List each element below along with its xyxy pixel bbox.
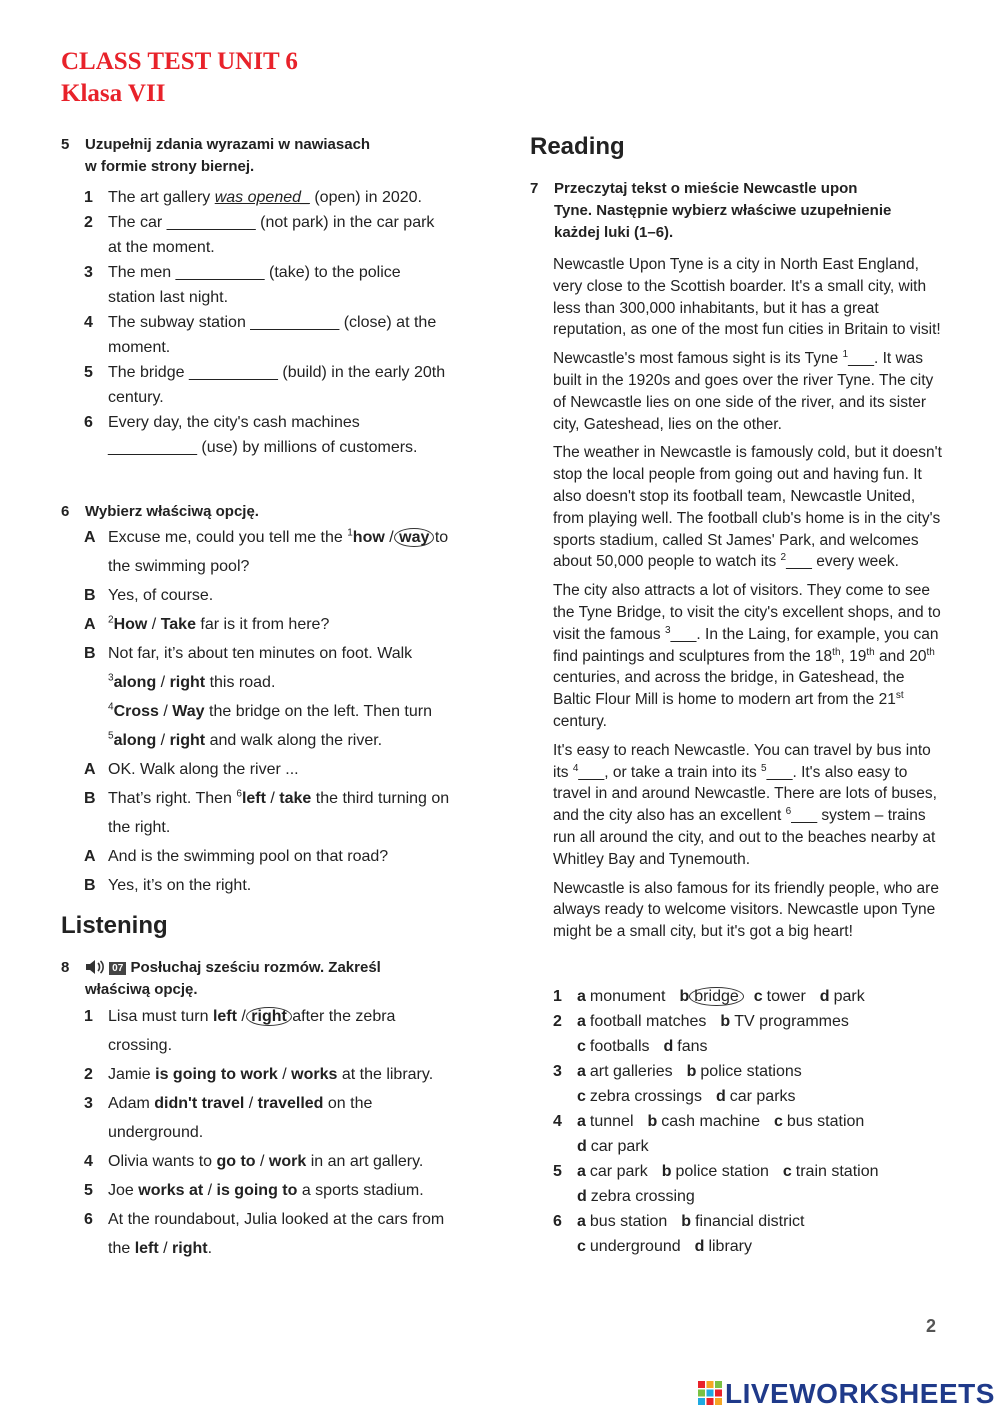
option-text: art galleries: [589, 1063, 673, 1080]
option-letter: a: [577, 1163, 586, 1180]
option-left[interactable]: left: [241, 790, 266, 807]
option-letter: b: [686, 1063, 697, 1080]
option-text: TV programmes: [734, 1013, 849, 1030]
option-text: underground: [589, 1238, 681, 1255]
dialogue-line: $^4$Cross / Way the bridge on the left. Then turn: [108, 701, 432, 720]
task5-item-5: 5 The bridge __________ (build) in the early 20th century.: [84, 360, 504, 410]
task5-item-4: 4 The subway station __________ (close) at the moment.: [84, 310, 504, 360]
option-a[interactable]: go to: [216, 1153, 256, 1170]
answer-option-d[interactable]: [577, 1188, 695, 1205]
question-number: 4: [553, 1113, 562, 1130]
option-b[interactable]: is going to: [216, 1182, 298, 1199]
reading-question-4-row: [553, 1109, 973, 1134]
dialogue: [84, 523, 504, 900]
task5-item-2-line1[interactable]: The car __________ (not park) in the car park: [108, 214, 435, 231]
option-a[interactable]: is going to work: [155, 1066, 278, 1083]
task7-title-line2: Tyne. Następnie wybierz właściwe uzupełnienie: [554, 202, 892, 219]
page-number: 2: [926, 1316, 937, 1336]
option-letter: d: [819, 988, 830, 1005]
option-letter: a: [577, 1213, 586, 1230]
option-b[interactable]: work: [268, 1153, 307, 1170]
listening-items: [84, 1002, 504, 1263]
task8-number: 8: [61, 959, 70, 976]
option-right[interactable]: right: [169, 732, 206, 749]
answer-option-b[interactable]: [662, 1163, 769, 1180]
option-letter: c: [753, 988, 763, 1005]
listening-item-5: 5 Joe works at / is going to a sports stadium.: [84, 1182, 424, 1199]
option-along[interactable]: along: [113, 732, 157, 749]
task5-item-6-line2[interactable]: __________ (use) by millions of customers.: [108, 439, 418, 456]
dialogue-line: B Not far, it’s about ten minutes on foot. Walk: [84, 645, 413, 662]
option-text: library: [708, 1238, 752, 1255]
answer-option-a[interactable]: [577, 1113, 634, 1130]
answer-option-b[interactable]: [648, 1113, 761, 1130]
task8-title-line1: Posłuchaj sześciu rozmów. Zakreśl: [130, 959, 381, 976]
answer-option-c[interactable]: [754, 988, 806, 1005]
dialogue-line: the swimming pool?: [108, 558, 250, 575]
listening-item-6: 6 At the roundabout, Julia looked at the cars from: [84, 1211, 445, 1228]
answer-option-b[interactable]: [687, 1063, 802, 1080]
option-left[interactable]: left: [212, 1008, 237, 1025]
paragraph: Newcastle's most famous sight is its Tyne $^1$___. It was built in the 1920s and goes over the river Tyne. The city of Newcastle lies on one side of the river, and its sister city, Gateshead, lies on the other.: [553, 349, 934, 433]
option-text: police stations: [700, 1063, 802, 1080]
task5-item-3: 3 The men __________ (take) to the police station last night.: [84, 260, 504, 310]
task6-title: Wybierz właściwą opcję.: [85, 503, 259, 520]
task5-header: [61, 134, 481, 178]
option-text: car parks: [729, 1088, 796, 1105]
option-b[interactable]: travelled: [257, 1095, 324, 1112]
option-text: tunnel: [589, 1113, 634, 1130]
reading-question-6-row: [553, 1209, 973, 1234]
option-letter: a: [577, 1113, 586, 1130]
answer-option-a[interactable]: [577, 988, 666, 1005]
listening-item-4: 4 Olivia wants to go to / work in an art gallery.: [84, 1153, 424, 1170]
option-text: bridge: [689, 987, 743, 1006]
option-take[interactable]: Take: [160, 616, 196, 633]
paragraph: Newcastle is also famous for its friendly people, who are always ready to welcome visitors. Newcastle upon Tyne might be a small city, but it's got a big heart!: [553, 879, 939, 941]
track-number: 07: [109, 962, 126, 975]
option-text: fans: [677, 1038, 708, 1055]
option-text: tower: [766, 988, 806, 1005]
liveworksheets-logo-text: LIVEWORKSHEETS: [725, 1378, 995, 1409]
option-take[interactable]: take: [279, 790, 312, 807]
option-letter: c: [782, 1163, 792, 1180]
option-text: train station: [795, 1163, 879, 1180]
answer-option-d[interactable]: [577, 1138, 649, 1155]
option-cross[interactable]: Cross: [113, 703, 159, 720]
option-right[interactable]: right: [169, 674, 206, 691]
option-a[interactable]: didn't travel: [154, 1095, 245, 1112]
listening-item-2: 2 Jamie is going to work / works at the library.: [84, 1066, 434, 1083]
answer-option-a[interactable]: [577, 1213, 667, 1230]
reading-question-1-row: [553, 984, 973, 1009]
task7-number: 7: [530, 180, 539, 197]
paragraph: The weather in Newcastle is famously cold, but it doesn't stop the local people from going out and having fun. It also doesn't stop its football team, Newcastle United, from playing well. The football club's home is in the city's sports stadium, called St James' Park, and welcomes about 50,000 people to watch its $^2$___ every week.: [553, 444, 942, 571]
option-text: park: [833, 988, 865, 1005]
question-number: 2: [553, 1013, 562, 1030]
listening-item-3: 3 Adam didn't travel / travelled on the: [84, 1095, 373, 1112]
answer-option-a[interactable]: [577, 1163, 648, 1180]
answer-option-d[interactable]: [695, 1238, 752, 1255]
task5-item-3-line1[interactable]: The men __________ (take) to the police: [108, 264, 401, 281]
dialogue-line: A And is the swimming pool on that road?: [84, 848, 389, 865]
option-right-circled[interactable]: right: [246, 1007, 292, 1026]
reading-question-5-row: [553, 1159, 973, 1184]
answer-option-c[interactable]: [783, 1163, 879, 1180]
option-letter: a: [577, 1063, 586, 1080]
task6-header: [61, 501, 481, 523]
option-letter: b: [647, 1113, 658, 1130]
answer-option-c[interactable]: [577, 1038, 650, 1055]
option-text: monument: [589, 988, 666, 1005]
task5-item-5-line2: century.: [108, 389, 164, 406]
option-text: zebra crossings: [589, 1088, 702, 1105]
liveworksheets-logo[interactable]: [697, 1378, 995, 1410]
answer-option-b[interactable]: [720, 1013, 848, 1030]
task8-title-line2: właściwą opcję.: [85, 981, 198, 998]
reading-heading: Reading: [530, 133, 625, 160]
listening-item-6-line2: the left / right.: [108, 1240, 213, 1257]
option-letter: d: [577, 1138, 587, 1155]
dialogue-line: $^5$along / right and walk along the river.: [108, 730, 383, 749]
question-number: 1: [553, 988, 562, 1005]
option-text: car park: [589, 1163, 648, 1180]
answer-filled[interactable]: was opened_: [214, 189, 310, 206]
task7-title-line3: każdej luki (1–6).: [554, 224, 674, 241]
option-text: police station: [675, 1163, 769, 1180]
option-text: bus station: [786, 1113, 865, 1130]
worksheet-title: CLASS TEST UNIT 6: [61, 48, 298, 75]
task8-header: [61, 957, 481, 1001]
dialogue-line: A $^2$How / Take far is it from here?: [84, 614, 330, 633]
answer-option-a[interactable]: [577, 1063, 673, 1080]
answer-option-c[interactable]: [577, 1238, 681, 1255]
reading-options: [553, 984, 973, 1259]
option-b[interactable]: right: [172, 1240, 208, 1257]
listening-item-1: 1 Lisa must turn left / right after the zebra: [84, 1008, 396, 1025]
option-text: zebra crossing: [590, 1188, 695, 1205]
option-way[interactable]: Way: [172, 703, 205, 720]
option-how[interactable]: How: [113, 616, 148, 633]
dialogue-line: B Yes, of course.: [84, 587, 214, 604]
task5-item-2-line2: at the moment.: [108, 239, 215, 256]
answer-option-c[interactable]: [577, 1088, 702, 1105]
answer-option-c[interactable]: [774, 1113, 864, 1130]
option-letter: d: [694, 1238, 705, 1255]
option-text: footballs: [589, 1038, 650, 1055]
option-letter: a: [577, 988, 586, 1005]
task5-item-1: 1 The art gallery was opened_ (open) in 2020.: [84, 189, 422, 206]
paragraph: Newcastle Upon Tyne is a city in North East England, very close to the Scottish boarder. It's a small city, with less than 300,000 inhabitants, but it has a great reputation, as one of the most fun cities in Britain to visit!: [553, 256, 941, 339]
option-text: football matches: [589, 1013, 707, 1030]
task5-item-4-line1[interactable]: The subway station __________ (close) at the: [108, 314, 437, 331]
task5-item-6: 6 Every day, the city's cash machines __________ (use) by millions of customers.: [84, 410, 504, 460]
paragraph: It's easy to reach Newcastle. You can travel by bus into its $^4$___, or take a train into its $^5$___. It's also easy to travel in and around Newcastle. There are lots of buses, and the city also has an excellent $^6$___ system – trains run all around the city, and out to the beaches nearby at Whitley Bay and Tynemouth.: [553, 741, 937, 868]
answer-option-b[interactable]: [681, 1213, 804, 1230]
reading-question-4-row: [553, 1134, 973, 1159]
dialogue-line: A OK. Walk along the river ...: [84, 761, 299, 778]
option-text: car park: [590, 1138, 649, 1155]
answer-option-d[interactable]: [716, 1088, 796, 1105]
option-text: cash machine: [661, 1113, 760, 1130]
reading-question-3-row: [553, 1084, 973, 1109]
option-letter: c: [577, 1088, 586, 1105]
answer-option-b-circled[interactable]: [680, 988, 740, 1005]
dialogue-line: A Excuse me, could you tell me the $^1$how / way to: [84, 527, 449, 546]
speaker-icon[interactable]: [85, 959, 105, 975]
option-letter: c: [577, 1038, 586, 1055]
task5-title-line2: w formie strony biernej.: [85, 158, 255, 175]
reading-question-5-row: [553, 1184, 973, 1209]
answer-option-d[interactable]: [664, 1038, 708, 1055]
task6-number: 6: [61, 503, 70, 520]
option-letter: a: [577, 1013, 586, 1030]
option-letter: d: [663, 1038, 674, 1055]
option-letter: d: [577, 1188, 587, 1205]
listening-heading: Listening: [61, 912, 168, 939]
task7-header: [530, 178, 950, 244]
task5-item-5-line1[interactable]: The bridge __________ (build) in the early 20th: [108, 364, 446, 381]
dialogue-line: the right.: [108, 819, 171, 836]
question-number: 5: [553, 1163, 562, 1180]
answer-option-a[interactable]: [577, 1013, 706, 1030]
option-a[interactable]: works at: [138, 1182, 204, 1199]
option-letter: b: [681, 1213, 692, 1230]
option-text: financial district: [695, 1213, 805, 1230]
dialogue-line: B That’s right. Then $^6$left / take the third turning on: [84, 788, 450, 807]
task7-title-line1: Przeczytaj tekst o mieście Newcastle upon: [554, 180, 858, 197]
task5-number: 5: [61, 136, 70, 153]
reading-question-3-row: [553, 1059, 973, 1084]
option-letter: c: [577, 1238, 586, 1255]
option-letter: b: [679, 988, 690, 1005]
option-way-circled[interactable]: way: [394, 528, 434, 547]
option-letter: b: [720, 1013, 731, 1030]
option-b[interactable]: works: [291, 1066, 338, 1083]
listening-item-1-line2: crossing.: [108, 1037, 173, 1054]
option-letter: d: [715, 1088, 726, 1105]
task5-item-4-line2: moment.: [108, 339, 171, 356]
option-text: bus station: [589, 1213, 668, 1230]
question-number: 3: [553, 1063, 562, 1080]
option-letter: c: [774, 1113, 783, 1130]
reading-question-6-row: [553, 1234, 973, 1259]
option-along[interactable]: along: [113, 674, 157, 691]
reading-question-2-row: [553, 1009, 973, 1034]
liveworksheets-logo-icon: [697, 1380, 723, 1406]
option-a[interactable]: left: [134, 1240, 159, 1257]
reading-question-2-row: [553, 1034, 973, 1059]
dialogue-line: B Yes, it’s on the right.: [84, 877, 252, 894]
dialogue-line: $^3$along / right this road.: [108, 672, 276, 691]
answer-option-d[interactable]: [820, 988, 865, 1005]
task5-item-6-line1: Every day, the city's cash machines: [108, 414, 360, 431]
paragraph: The city also attracts a lot of visitors. They come to see the Tyne Bridge, to visit the city's excellent shops, and to visit the famous $^3$___. In the Laing, for example, you can find paintings and sculptures from the 18th, 19th and 20th centuries, and across the bridge, in Gateshead, the Baltic Flour Mill is home to modern art from the 21st century.: [553, 582, 941, 730]
task5-title-line1: Uzupełnij zdania wyrazami w nawiasach: [85, 136, 371, 153]
option-letter: b: [661, 1163, 672, 1180]
question-number: 6: [553, 1213, 562, 1230]
task5-item-3-line2: station last night.: [108, 289, 229, 306]
listening-item-3-line2: underground.: [108, 1124, 204, 1141]
reading-text: [553, 254, 943, 950]
option-how[interactable]: how: [352, 529, 385, 546]
task5-item-2: 2 The car __________ (not park) in the car park at the moment.: [84, 210, 504, 260]
worksheet-subtitle: Klasa VII: [61, 80, 166, 107]
